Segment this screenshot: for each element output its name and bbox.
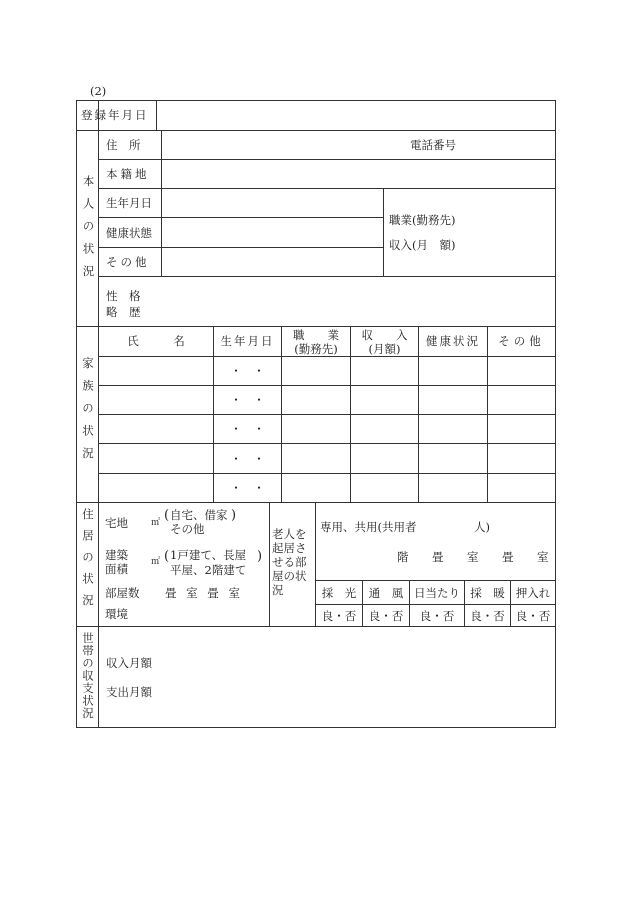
family-header-name: 氏 名 (127, 334, 185, 348)
family-row-date: ・ ・ (230, 422, 265, 436)
usage-text: 専用、共用(共用者 人) (320, 520, 490, 534)
personality-field[interactable] (163, 278, 554, 325)
domicile-label: 本籍地 (106, 167, 150, 181)
residence-bracket-open: ( (164, 508, 170, 523)
registration-date-field[interactable] (158, 102, 554, 129)
self-section-label (79, 175, 97, 288)
condition-value[interactable]: 良・否 (470, 609, 505, 623)
condition-value[interactable]: 良・否 (515, 609, 551, 623)
address-field[interactable] (163, 132, 554, 158)
building-bracket-close: ) (257, 549, 263, 564)
family-header-income: 収 入 (361, 328, 408, 342)
health-field[interactable] (163, 219, 382, 246)
rooms-units: 畳 室 畳 室 (165, 586, 240, 600)
environment-label: 環境 (105, 607, 128, 621)
building-area-label-1: 建築 (105, 548, 128, 562)
elderly-room-line: せる部 (272, 555, 307, 569)
occupation-label: 職業(勤務先) (389, 213, 456, 227)
household-income-label: 収入月額 (106, 656, 152, 670)
building-type-2: 平屋、2階建て (170, 563, 247, 577)
family-row-date: ・ ・ (230, 481, 265, 495)
condition-label: 採 光 (321, 586, 357, 600)
birthdate-label: 生年月日 (106, 196, 152, 210)
elderly-room-label (272, 527, 314, 597)
building-type-1: 1戸建て、長屋 (170, 548, 247, 562)
family-header-occupation-sub: (勤務先) (294, 342, 338, 356)
household-field[interactable] (100, 628, 554, 726)
elderly-room-line: 老人を (272, 527, 307, 541)
household-section-label (79, 632, 97, 720)
page-number: (2) (90, 84, 107, 98)
residence-label: 宅地 (105, 516, 128, 530)
family-header-health: 健康状況 (426, 334, 480, 348)
residence-unit: ㎡ (151, 518, 161, 528)
family-header-birthdate: 生年月日 (220, 334, 275, 348)
housing-section-label-text: 住居の状況 (81, 508, 95, 616)
building-bracket-open: ( (164, 549, 170, 564)
income-label: 収入(月 額) (389, 238, 456, 252)
building-area-unit: ㎡ (151, 557, 161, 567)
floor-rooms-text: 階 畳 室 畳 室 (397, 550, 555, 564)
condition-value[interactable]: 良・否 (321, 609, 357, 623)
family-header-income-sub: (月額) (368, 342, 401, 356)
phone-label: 電話番号 (410, 138, 456, 152)
condition-label: 通 風 (368, 586, 404, 600)
household-expense-label: 支出月額 (106, 685, 152, 699)
condition-value[interactable]: 良・否 (368, 609, 404, 623)
family-section-label-text: 家族の状況 (81, 357, 95, 470)
residence-bracket-close: ) (231, 508, 237, 523)
residence-type-1: 自宅、借家 (170, 508, 228, 522)
self-section-label-text: 本人の状況 (81, 175, 96, 288)
condition-label: 押入れ (515, 586, 551, 600)
domicile-field[interactable] (163, 161, 554, 187)
family-header-other: その他 (498, 334, 545, 348)
elderly-room-line: 起居さ (272, 541, 307, 555)
registration-date-label: 登録年月日 (81, 108, 149, 122)
family-row-date: ・ ・ (230, 393, 265, 407)
address-label: 住 所 (106, 138, 141, 152)
elderly-room-line: 屋の状 (272, 569, 307, 583)
family-row-date: ・ ・ (230, 452, 265, 466)
health-label: 健康状態 (106, 226, 152, 240)
family-section-label (79, 357, 97, 470)
residence-type-2: その他 (170, 522, 205, 536)
housing-section-label (79, 508, 97, 616)
rooms-label: 部屋数 (105, 586, 140, 600)
other-field[interactable] (163, 249, 382, 275)
building-area-label-2: 面積 (105, 562, 128, 576)
condition-value[interactable]: 良・否 (419, 609, 455, 623)
condition-label: 採 暖 (470, 586, 505, 600)
other-label: その他 (106, 255, 150, 269)
family-row-date: ・ ・ (230, 364, 265, 378)
family-header-occupation: 職 業 (293, 328, 339, 342)
household-section-label-text: 世帯の収支状況 (81, 632, 95, 720)
elderly-room-line: 況 (272, 583, 284, 597)
birthdate-field[interactable] (163, 190, 382, 216)
personality-label: 性 格 (106, 289, 141, 303)
condition-label: 日当たり (414, 586, 460, 600)
history-label: 略 歴 (106, 305, 141, 319)
